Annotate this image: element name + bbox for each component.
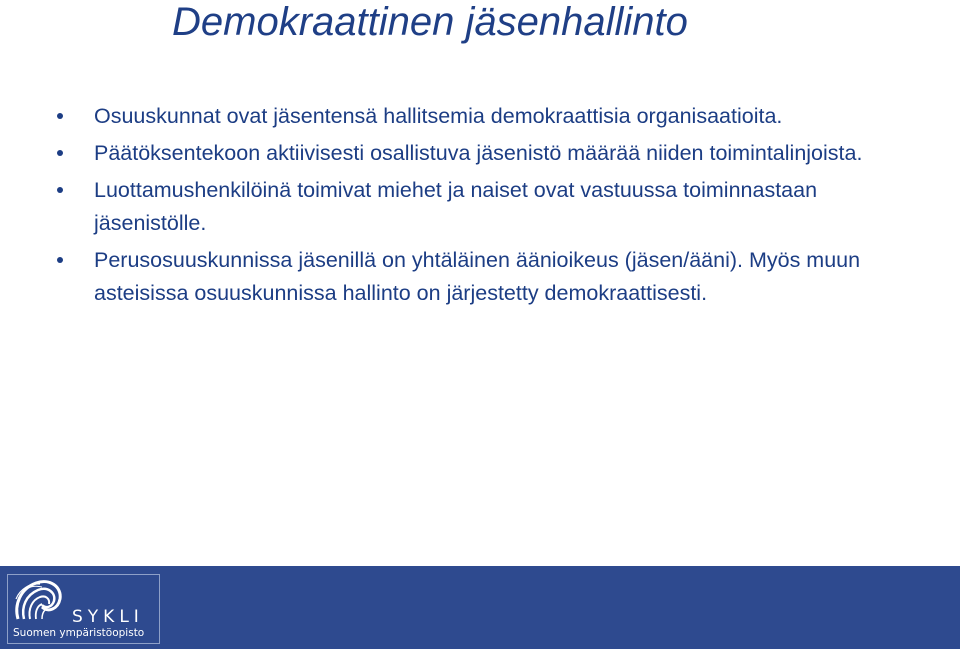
footer-band	[0, 566, 960, 649]
bullet-text: Osuuskunnat ovat jäsentensä hallitsemia demokraattisia organisaatioita.	[94, 104, 783, 128]
bullet-item	[0, 100, 924, 133]
logo-name: SYKLI	[72, 607, 144, 627]
bullet-text: Perusosuuskunnissa jäsenillä on yhtäläinen äänioikeus (jäsen/ääni). Myös muun asteisissa osuuskunnissa hallinto on järjestetty demokraattisesti.	[94, 248, 861, 305]
bullet-item	[0, 137, 924, 170]
slide-title: Demokraattinen jäsenhallinto	[172, 0, 688, 44]
bullet-text: Luottamushenkilöinä toimivat miehet ja naiset ovat vastuussa toiminnastaan jäsenistölle.	[94, 178, 818, 235]
bullet-icon	[57, 113, 63, 119]
bullet-icon	[57, 257, 63, 263]
bullet-icon	[57, 187, 63, 193]
bullet-icon	[57, 150, 63, 156]
bullet-item	[0, 174, 924, 240]
bullet-text: Päätöksentekoon aktiivisesti osallistuva jäsenistö määrää niiden toimintalinjoista.	[94, 141, 863, 165]
sykli-logo	[7, 574, 160, 644]
sykli-swirl-icon	[12, 579, 64, 623]
logo-subtitle: Suomen ympäristöopisto	[13, 627, 145, 639]
bullet-list	[0, 100, 924, 314]
bullet-item	[0, 244, 924, 310]
